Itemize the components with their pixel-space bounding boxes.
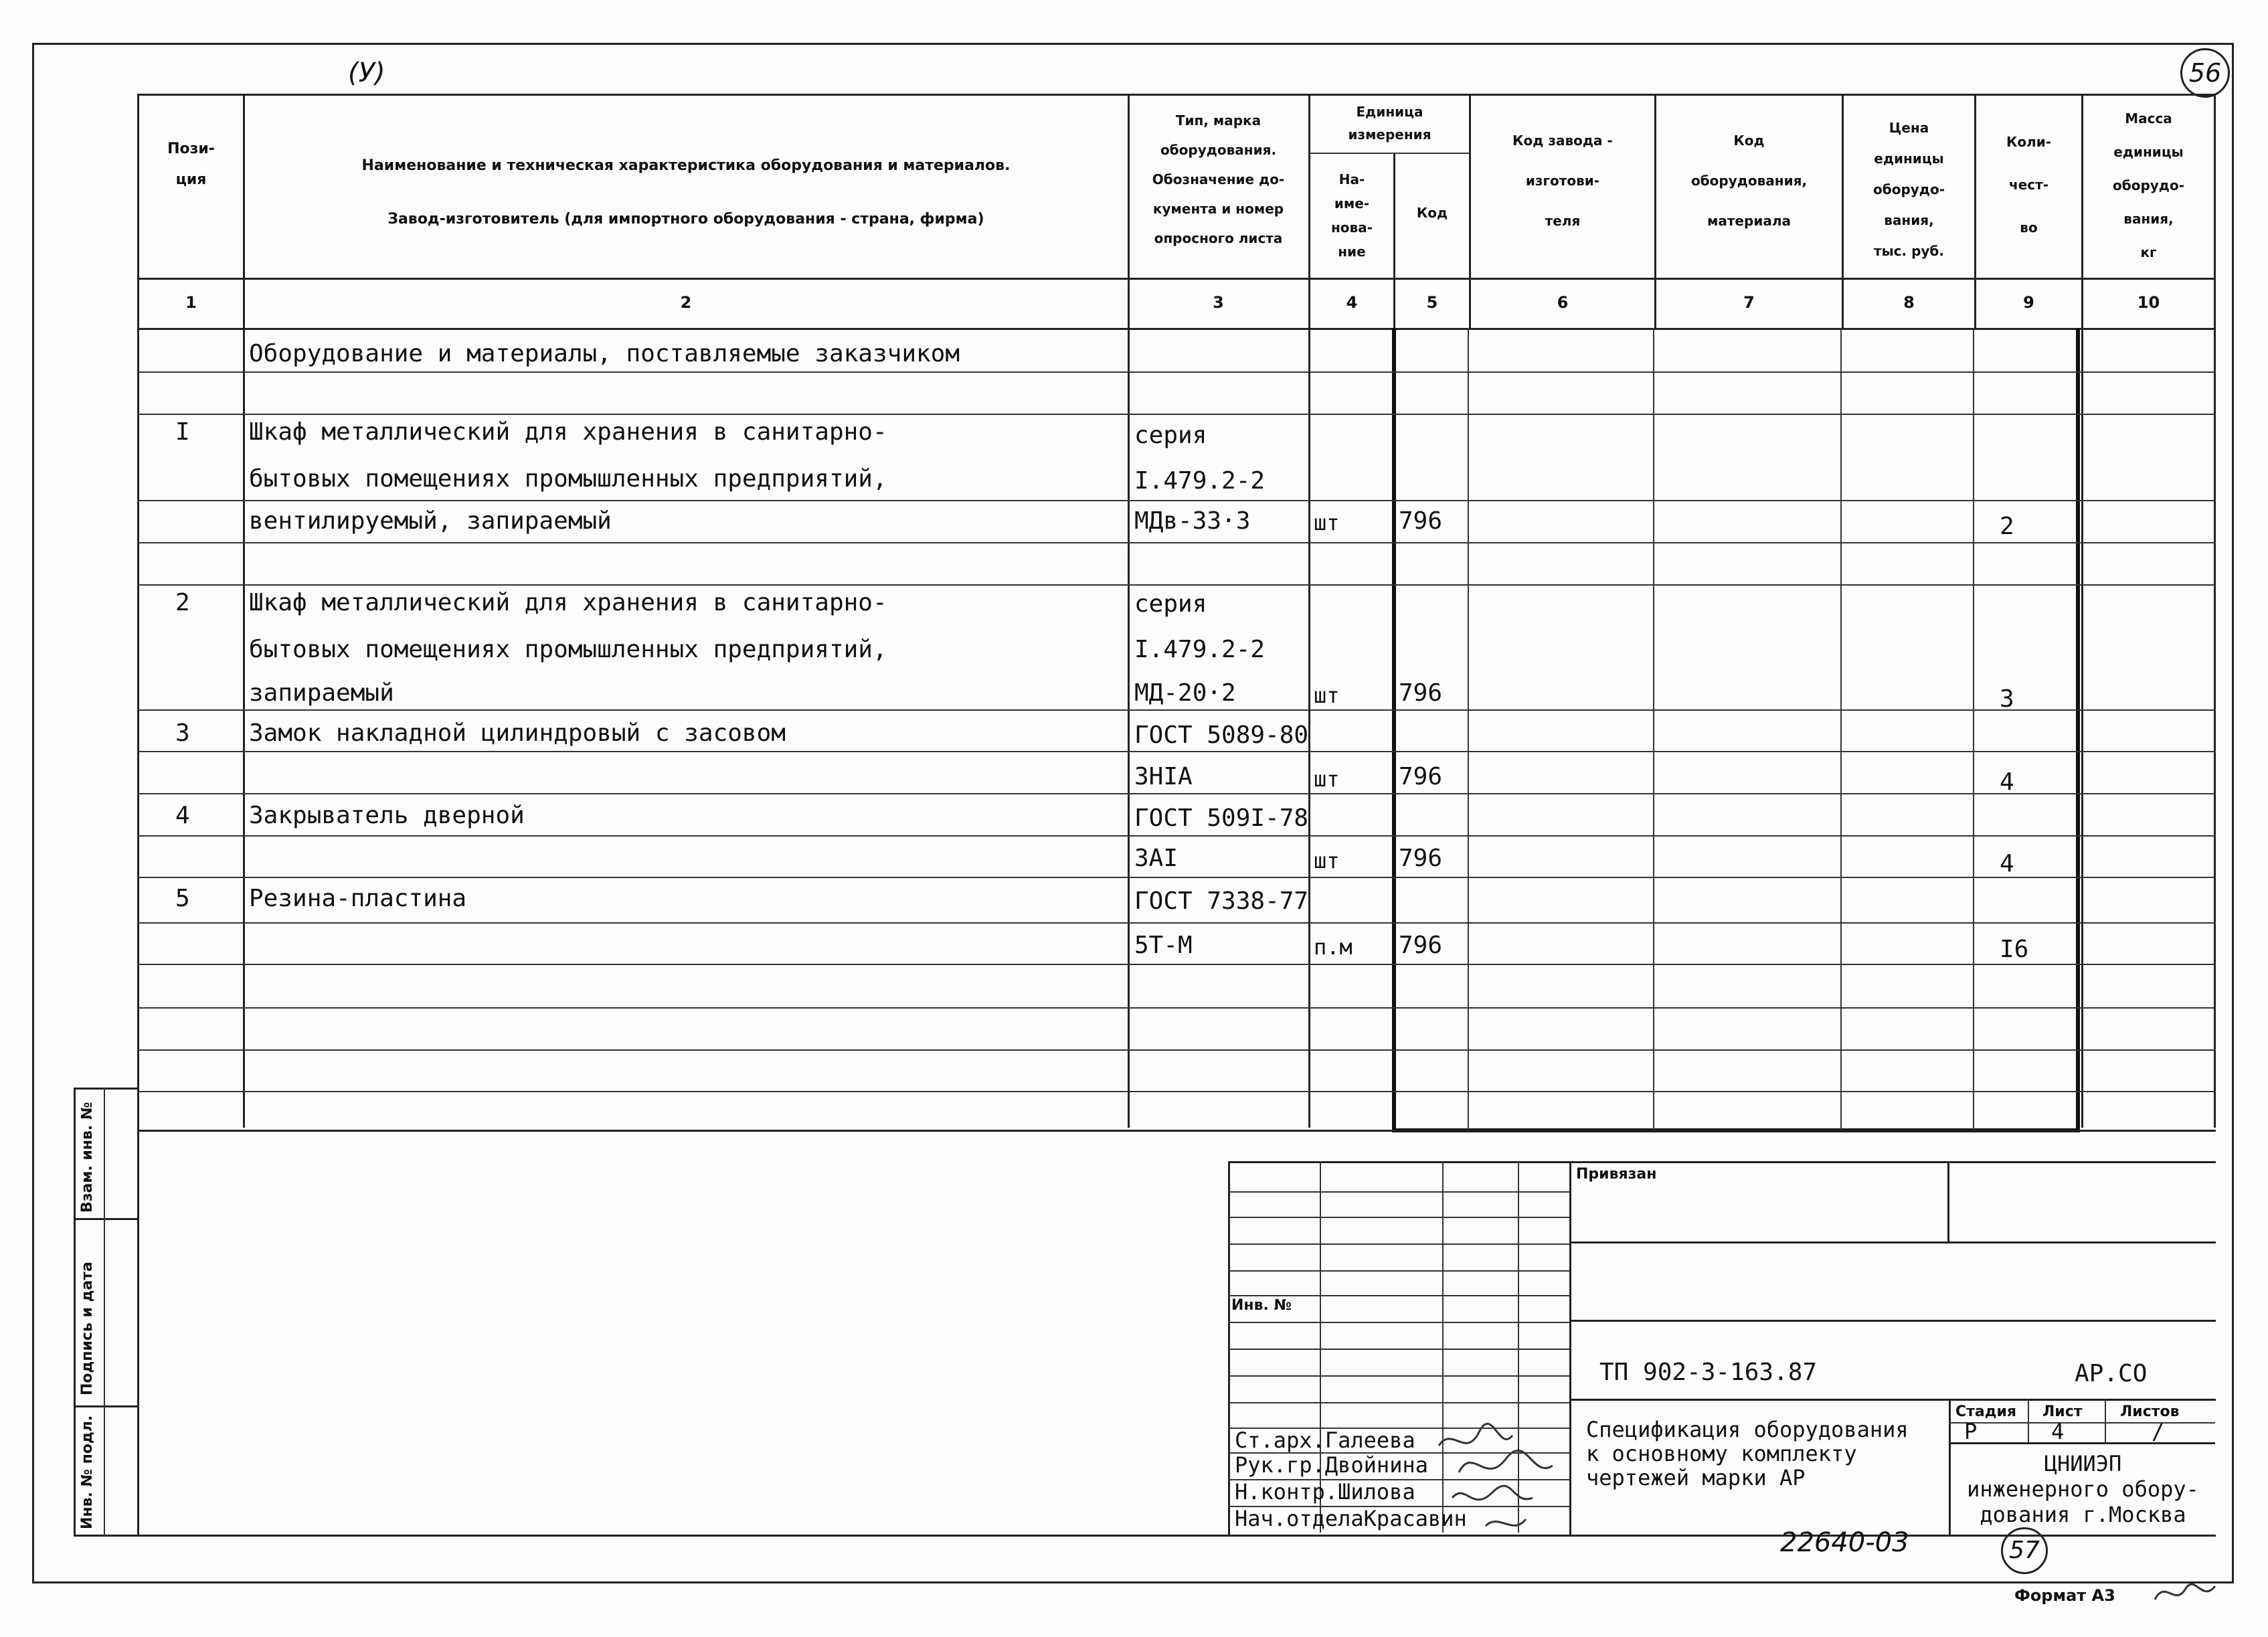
sheet-label: Лист bbox=[2042, 1403, 2083, 1420]
side-label-vzam: Взам. инв. № bbox=[79, 1102, 96, 1213]
col-number: 3 bbox=[1213, 293, 1224, 312]
row-pos: 3 bbox=[175, 719, 190, 747]
person-row: Н.контр.Шилова bbox=[1235, 1479, 1415, 1504]
doc-suffix: АР.СО bbox=[2075, 1360, 2148, 1387]
header-name: Наименование и техническая характеристика оборудования и материалов. Завод-изготовитель (для импортного оборудования - страна, фирма) bbox=[361, 157, 1011, 228]
sheet-value: 4 bbox=[2051, 1419, 2065, 1444]
header-unit-group: Единица измерения bbox=[1348, 104, 1431, 143]
col-number: 8 bbox=[1903, 293, 1915, 312]
header-price: Цена единицы оборудо- вания, тыс. руб. bbox=[1873, 120, 1945, 259]
side-label-podpis: Подпись и дата bbox=[79, 1262, 96, 1395]
org-name: ЦНИИЭП инженерного обору- дования г.Москва bbox=[1967, 1451, 2199, 1527]
sheets-label: Листов bbox=[2120, 1403, 2180, 1420]
row-pos: 4 bbox=[175, 802, 190, 829]
row-type: ГОСТ 509I-78 bbox=[1134, 804, 1309, 832]
doc-code: ТП 902-3-163.87 bbox=[1599, 1359, 1818, 1386]
row-type: МДв-33·3 bbox=[1134, 507, 1251, 535]
row-type: ГОСТ 5089-80 bbox=[1134, 721, 1309, 749]
col-number: 2 bbox=[680, 293, 692, 312]
stamp-title: Спецификация оборудования к основному комплекту чертежей марки АР bbox=[1586, 1417, 1909, 1490]
header-unit-code: Код bbox=[1416, 205, 1448, 221]
row-type: серия bbox=[1134, 590, 1207, 618]
row-type: I.479.2-2 bbox=[1134, 636, 1266, 663]
sheets-value: / bbox=[2152, 1419, 2165, 1444]
row-name: запираемый bbox=[249, 679, 394, 707]
row-type: МД-20·2 bbox=[1134, 679, 1236, 707]
privyazan-label: Привязан bbox=[1576, 1166, 1657, 1183]
row-pos: 2 bbox=[175, 589, 190, 616]
row-qty: 3 bbox=[2000, 685, 2014, 713]
row-type: 3НIА bbox=[1134, 763, 1193, 790]
col-number: 1 bbox=[185, 293, 197, 312]
header-unit-name: На- име- нова- ние bbox=[1330, 171, 1373, 260]
person-row: Ст.арх.Галеева bbox=[1235, 1428, 1415, 1453]
row-pos: I bbox=[175, 418, 190, 446]
header-type: Тип, марка оборудования. Обозначение до- кумента и номер опросного листа bbox=[1152, 112, 1285, 246]
row-code: 796 bbox=[1399, 507, 1443, 535]
row-type: 3АI bbox=[1134, 845, 1179, 872]
inv-no-label: Инв. № bbox=[1231, 1297, 1292, 1314]
sheet-circle-top: 56 bbox=[2180, 48, 2230, 98]
row-code: 796 bbox=[1399, 845, 1443, 872]
header-maker-code: Код завода - изготови- теля bbox=[1512, 133, 1613, 229]
col-number: 10 bbox=[2137, 293, 2160, 312]
row-name: Резина-пластина bbox=[249, 885, 467, 912]
row-name: бытовых помещениях промышленных предприятий, bbox=[249, 465, 887, 493]
header-qty: Коли- чест- во bbox=[2006, 134, 2052, 236]
row-type: 5Т-М bbox=[1134, 932, 1193, 959]
row-code: 796 bbox=[1399, 679, 1443, 707]
format-label: Формат А3 bbox=[2014, 1586, 2115, 1605]
col-number: 4 bbox=[1346, 293, 1358, 312]
header-mass: Масса единицы оборудо- вания, кг bbox=[2113, 110, 2184, 260]
row-unit: п.м bbox=[1314, 934, 1353, 960]
row-name: Шкаф металлический для хранения в санитарно- bbox=[249, 589, 887, 616]
row-type: ГОСТ 7338-77 bbox=[1134, 887, 1309, 915]
row-unit: шт bbox=[1314, 510, 1340, 535]
section-title: Оборудование и материалы, поставляемые заказчиком bbox=[249, 340, 960, 367]
row-name: Шкаф металлический для хранения в санитарно- bbox=[249, 418, 887, 446]
row-unit: шт bbox=[1314, 848, 1340, 873]
bottom-number: 22640-03 bbox=[1780, 1527, 1909, 1558]
row-qty: 4 bbox=[2000, 768, 2014, 796]
header-equip-code: Код оборудования, материала bbox=[1690, 133, 1808, 229]
row-qty: 2 bbox=[2000, 513, 2014, 540]
row-type: I.479.2-2 bbox=[1134, 467, 1266, 495]
row-name: Замок накладной цилиндровый с засовом bbox=[249, 719, 786, 747]
circle-bottom: 57 bbox=[2001, 1527, 2048, 1574]
row-code: 796 bbox=[1399, 932, 1443, 959]
stage-value: Р bbox=[1964, 1419, 1978, 1444]
row-name: Закрыватель дверной bbox=[249, 802, 525, 829]
row-pos: 5 bbox=[175, 885, 190, 912]
col-number: 7 bbox=[1743, 293, 1755, 312]
row-name: вентилируемый, запираемый bbox=[249, 507, 612, 535]
stage-label: Стадия bbox=[1955, 1403, 2017, 1420]
row-unit: шт bbox=[1314, 683, 1340, 708]
row-unit: шт bbox=[1314, 766, 1340, 792]
person-row: Рук.гр.Двойнина bbox=[1235, 1452, 1428, 1478]
col-number: 9 bbox=[2023, 293, 2034, 312]
row-qty: I6 bbox=[2000, 936, 2029, 963]
row-qty: 4 bbox=[2000, 850, 2014, 877]
top-note: (У) bbox=[348, 58, 385, 88]
col-number: 5 bbox=[1426, 293, 1438, 312]
person-row: Нач.отделаКрасавин bbox=[1235, 1506, 1467, 1531]
col-number: 6 bbox=[1557, 293, 1569, 312]
signatures bbox=[1432, 1419, 1579, 1539]
header-pos: Пози- ция bbox=[167, 141, 215, 188]
side-label-inv: Инв. № подл. bbox=[79, 1415, 96, 1529]
row-name: бытовых помещениях промышленных предприятий, bbox=[249, 636, 887, 663]
row-type: серия bbox=[1134, 422, 1207, 449]
format-signature bbox=[2148, 1573, 2229, 1613]
row-code: 796 bbox=[1399, 763, 1443, 790]
